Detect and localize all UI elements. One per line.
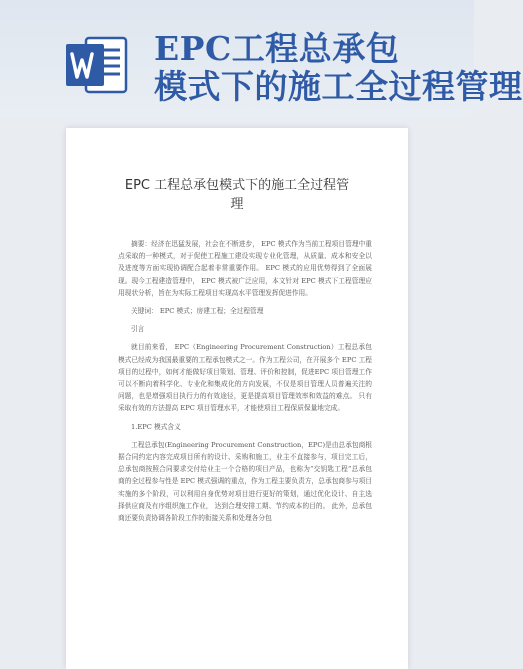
document-body	[118, 238, 372, 524]
document-page	[66, 128, 408, 669]
keywords-line: 关键词： EPC 模式；房建工程；全过程管理	[131, 307, 264, 316]
intro-paragraph: 就目前来看， EPC（Engineering Procurement Construction）工程总承包模式已经成为我国最重要的工程承包模式之一。作为工程公司，在开展多个 EPC 工程项目的过程中，如何才能做好项目策划、管理、评价和控制，促进EPC 项目管理工作可以不断向着科学化、专业化和集成化的方向发展，不仅是项目管理人员普遍关注的问题，也是增强项目执行力的有效途径，更是提高项目管理效率和效益的难点。 只有采取有效的方法提高 EPC 项目管理水平，才能使项目工程保质保量地完成。	[118, 343, 372, 413]
document-title-line1: EPC 工程总承包模式下的施工全过程管	[124, 178, 350, 193]
document-title	[88, 176, 386, 214]
banner-title-line2: 模式下的施工全过程管理	[154, 67, 523, 106]
section-heading: 1.EPC 模式含义	[131, 422, 181, 431]
intro-heading: 引言	[131, 325, 145, 334]
banner-title-line1: EPC工程总承包	[154, 29, 400, 68]
banner-title	[154, 29, 523, 106]
header-banner	[0, 0, 523, 118]
word-document-icon	[64, 32, 130, 98]
document-title-line2: 理	[230, 197, 244, 212]
abstract-paragraph: 摘要：经济在迅猛发展，社会在不断进步， EPC 模式作为当前工程项目管理中重点采取的一种模式，对于促使工程施工建设实现专业化管理，从质量、成本和安全以及进度等方面实现协调配合起着非常重要作用。 EPC 模式的应用优势得到了全面展现。现今工程建造管理中， EPC 模式被广泛应用，本文针对 EPC 模式下工程管理应用现状分析，旨在为实际工程项目实现高水平管理发挥促进作用。	[118, 240, 372, 297]
section-paragraph: 工程总承包(Engineering Procurement Construction，EPC)是由总承包商根据合同约定内容完成项目所有的设计、采购和施工，业主不直接参与，项目完工后，总承包商按照合同要求交付给业主一个合格的项目产品，也称为“交钥匙工程”总承包商的全过程参与性是 EPC 模式强调的重点，作为工程主要负责方，总承包商参与项目实施的多个阶段，可以利用自身优势对项目进行更好的策划，通过优化设计、自主选择供应商及有序组织施工作业， 达到合理安排工期、节约成本的目的。 此外，总承包商还要负责协调各阶段工作的衔接关系和处理各分包	[118, 440, 372, 523]
